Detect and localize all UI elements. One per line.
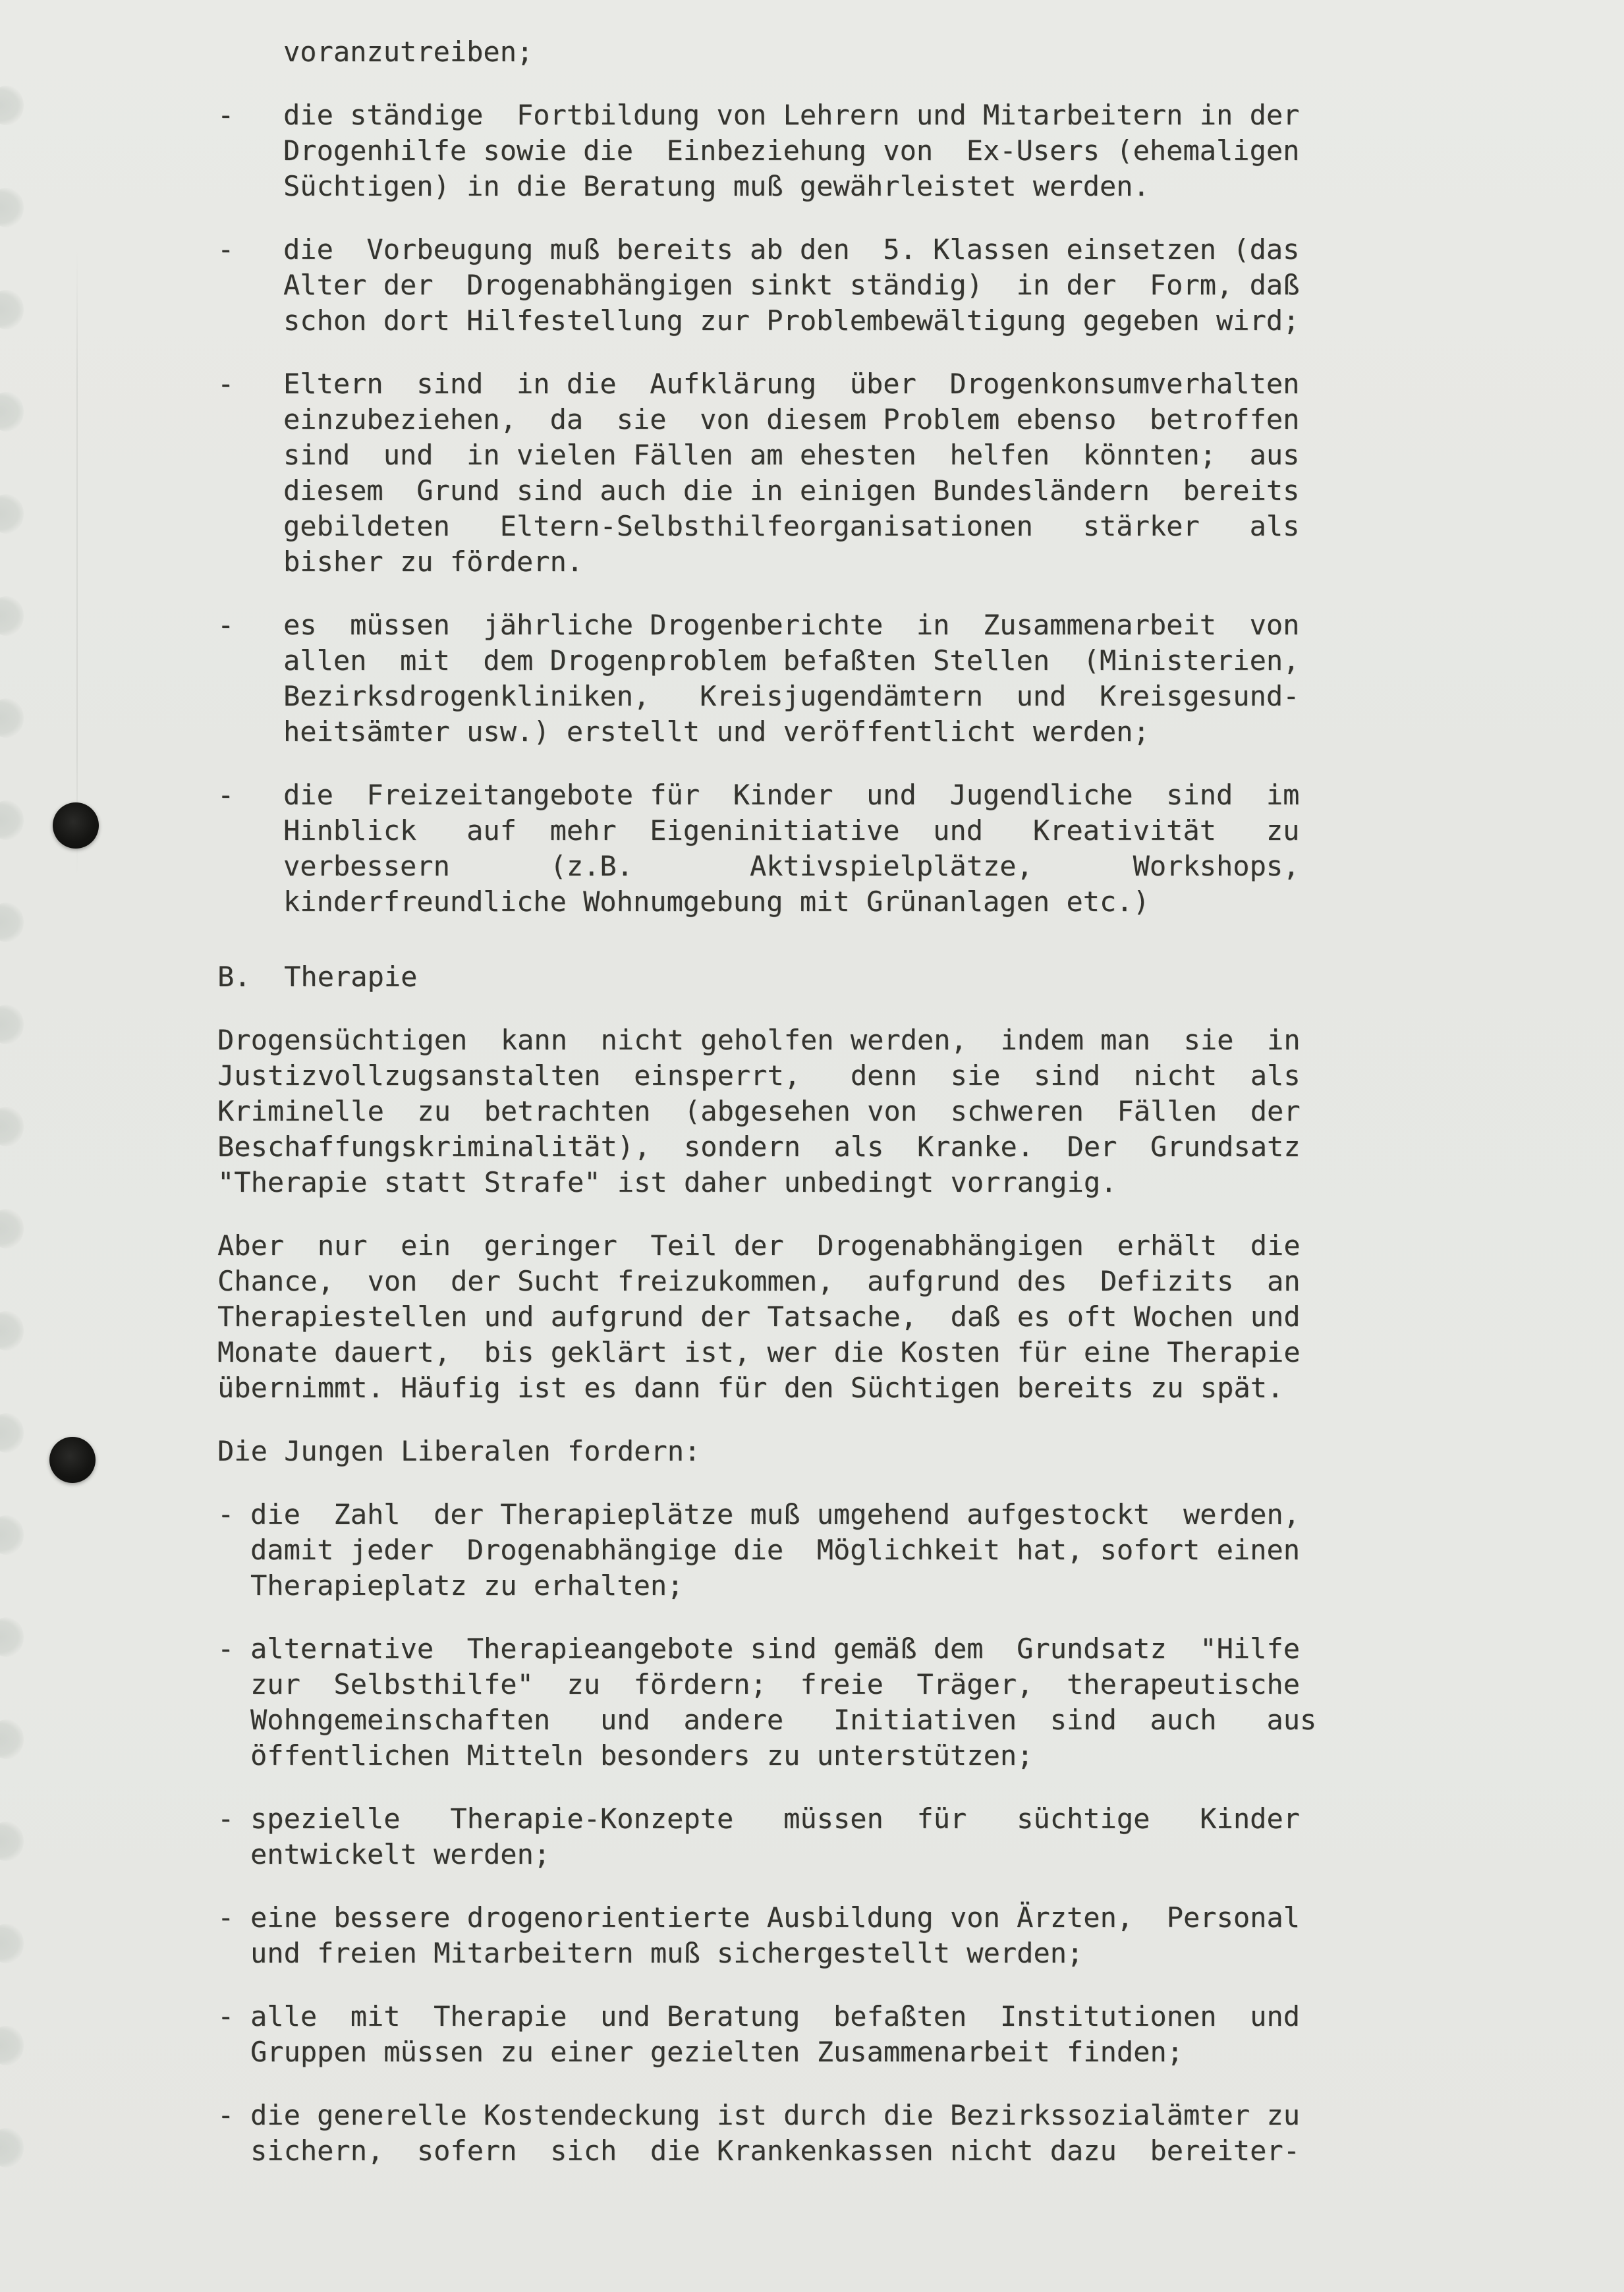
bullet-dash: -	[217, 609, 235, 641]
punch-hole	[53, 802, 99, 849]
block-paragraph	[217, 1434, 1324, 1469]
binder-edge-mark	[0, 290, 24, 329]
text-line: einzubeziehen, da sie von diesem Problem ebenso betroffen	[283, 403, 1300, 435]
binder-edge-mark	[0, 1515, 24, 1555]
block-paragraph	[217, 1022, 1324, 1200]
text-line: Hinblick auf mehr Eigeninitiative und Kreativität zu	[283, 814, 1300, 847]
text-line: schon dort Hilfestellung zur Problembewältigung gegeben wird;	[283, 304, 1300, 337]
text-line: verbessern (z.B. Aktivspielplätze, Workshops,	[283, 850, 1300, 882]
block-bullet_b	[217, 1497, 1324, 1604]
block-bullet_b	[217, 1900, 1324, 1971]
text-line: bisher zu fördern.	[283, 545, 584, 578]
text-line: die Freizeitangebote für Kinder und Jugendliche sind im	[283, 779, 1300, 811]
bullet-dash: -	[217, 779, 235, 811]
binder-edge-mark	[0, 1822, 24, 1861]
text-line: Süchtigen) in die Beratung muß gewährleistet werden.	[283, 170, 1150, 202]
text-line: alle mit Therapie und Beratung befaßten Institutionen und	[250, 2000, 1301, 2032]
binder-edge-mark	[0, 903, 24, 942]
text-line: Therapieplatz zu erhalten;	[250, 1569, 684, 1602]
binder-edge-mark	[0, 596, 24, 636]
text-line: Bezirksdrogenkliniken, Kreisjugendämtern und Kreisgesund-	[283, 680, 1300, 712]
text-line: "Therapie statt Strafe" ist daher unbedingt vorrangig.	[217, 1166, 1117, 1198]
block-bullet_b	[217, 1631, 1324, 1774]
text-line: übernimmt. Häufig ist es dann für den Süchtigen bereits zu spät.	[217, 1372, 1284, 1404]
block-bullet_a	[217, 98, 1324, 204]
binder-edge-mark	[0, 1719, 24, 1759]
block-bullet_a	[217, 366, 1324, 580]
bullet-dash: -	[217, 2099, 235, 2131]
bullet-dash: -	[217, 368, 235, 400]
bullet-dash: -	[217, 1498, 235, 1530]
block-bullet_b	[217, 1801, 1324, 1872]
block-bullet_b	[217, 1999, 1324, 2070]
block-bullet_a	[217, 777, 1324, 920]
bullet-dash: -	[217, 1901, 235, 1934]
binder-edge-mark	[0, 86, 24, 125]
binder-edge-mark	[0, 188, 24, 227]
bullet-dash: -	[217, 2000, 235, 2032]
binder-edge-mark	[0, 800, 24, 840]
text-line: spezielle Therapie-Konzepte müssen für süchtige Kinder	[250, 1803, 1301, 1835]
text-line: Alter der Drogenabhängigen sinkt ständig) in der Form, daß	[283, 269, 1300, 301]
binder-edge-mark	[0, 2026, 24, 2065]
text-line: die Zahl der Therapieplätze muß umgehend aufgestockt werden,	[250, 1498, 1301, 1530]
binder-edge-mark	[0, 494, 24, 534]
text-line: es müssen jährliche Drogenberichte in Zusammenarbeit von	[283, 609, 1300, 641]
block-continuation	[217, 34, 1324, 70]
block-bullet_b	[217, 2098, 1324, 2169]
text-line: Die Jungen Liberalen fordern:	[217, 1435, 701, 1467]
bullet-dash: -	[217, 233, 235, 266]
text-line: allen mit dem Drogenproblem befaßten Stellen (Ministerien,	[283, 644, 1300, 677]
binder-edge-mark	[0, 698, 24, 738]
text-line: Drogenhilfe sowie die Einbeziehung von Ex-Users (ehemaligen	[283, 134, 1300, 167]
text-line: diesem Grund sind auch die in einigen Bundesländern bereits	[283, 474, 1300, 507]
text-line: Therapiestellen und aufgrund der Tatsache, daß es oft Wochen und	[217, 1300, 1301, 1333]
bullet-dash: -	[217, 1803, 235, 1835]
bullet-dash: -	[217, 1633, 235, 1665]
text-line: die Vorbeugung muß bereits ab den 5. Klassen einsetzen (das	[283, 233, 1300, 266]
text-line: öffentlichen Mitteln besonders zu unterstützen;	[250, 1739, 1034, 1772]
text-line: damit jeder Drogenabhängige die Möglichkeit hat, sofort einen	[250, 1534, 1301, 1566]
text-line: Chance, von der Sucht freizukommen, aufgrund des Defizits an	[217, 1265, 1301, 1297]
text-line: Monate dauert, bis geklärt ist, wer die Kosten für eine Therapie	[217, 1336, 1301, 1368]
paper-crease	[76, 250, 78, 876]
binder-edge-mark	[0, 1107, 24, 1146]
text-line: kinderfreundliche Wohnumgebung mit Grünanlagen etc.)	[283, 885, 1150, 918]
block-paragraph	[217, 1228, 1324, 1406]
text-line: gebildeten Eltern-Selbsthilfeorganisationen stärker als	[283, 510, 1300, 542]
text-line: Eltern sind in die Aufklärung über Drogenkonsumverhalten	[283, 368, 1300, 400]
binder-edge-mark	[0, 1209, 24, 1248]
text-line: Wohngemeinschaften und andere Initiativen sind auch aus	[250, 1704, 1317, 1736]
text-line: Aber nur ein geringer Teil der Drogenabhängigen erhält die	[217, 1229, 1301, 1262]
text-line: Gruppen müssen zu einer gezielten Zusammenarbeit finden;	[250, 2036, 1184, 2068]
binder-edge-mark	[0, 1311, 24, 1351]
text-line: die ständige Fortbildung von Lehrern und Mitarbeitern in der	[283, 99, 1300, 131]
text-line: Drogensüchtigen kann nicht geholfen werden, indem man sie in	[217, 1024, 1301, 1056]
text-line: und freien Mitarbeitern muß sichergestellt werden;	[250, 1937, 1084, 1969]
punch-hole	[49, 1437, 96, 1483]
binder-edge-mark	[0, 392, 24, 432]
text-line: heitsämter usw.) erstellt und veröffentlicht werden;	[283, 715, 1150, 748]
text-line: Justizvollzugsanstalten einsperrt, denn sie sind nicht als	[217, 1059, 1301, 1092]
block-bullet_a	[217, 232, 1324, 339]
text-line: Beschaffungskriminalität), sondern als Kranke. Der Grundsatz	[217, 1131, 1301, 1163]
document-page	[217, 34, 1324, 2169]
text-line: Kriminelle zu betrachten (abgesehen von schweren Fällen der	[217, 1095, 1301, 1127]
text-line: zur Selbsthilfe" zu fördern; freie Träger, therapeutische	[250, 1668, 1301, 1700]
text-line: eine bessere drogenorientierte Ausbildung von Ärzten, Personal	[250, 1901, 1301, 1934]
text-line: entwickelt werden;	[250, 1838, 551, 1870]
block-heading	[217, 959, 1324, 995]
binder-edge-mark	[0, 1005, 24, 1044]
text-line: sind und in vielen Fällen am ehesten helfen könnten; aus	[283, 439, 1300, 471]
text-line: die generelle Kostendeckung ist durch die Bezirkssozialämter zu	[250, 2099, 1301, 2131]
text-line: voranzutreiben;	[283, 36, 534, 68]
text-line: alternative Therapieangebote sind gemäß dem Grundsatz "Hilfe	[250, 1633, 1301, 1665]
text-line: sichern, sofern sich die Krankenkassen nicht dazu bereiter-	[250, 2135, 1301, 2167]
binder-edge-mark	[0, 1924, 24, 1963]
block-bullet_a	[217, 607, 1324, 750]
binder-edge-mark	[0, 1413, 24, 1453]
bullet-dash: -	[217, 99, 235, 131]
binder-edge-mark	[0, 1617, 24, 1657]
binder-edge-mark	[0, 2128, 24, 2167]
section-heading: B. Therapie	[217, 961, 418, 993]
